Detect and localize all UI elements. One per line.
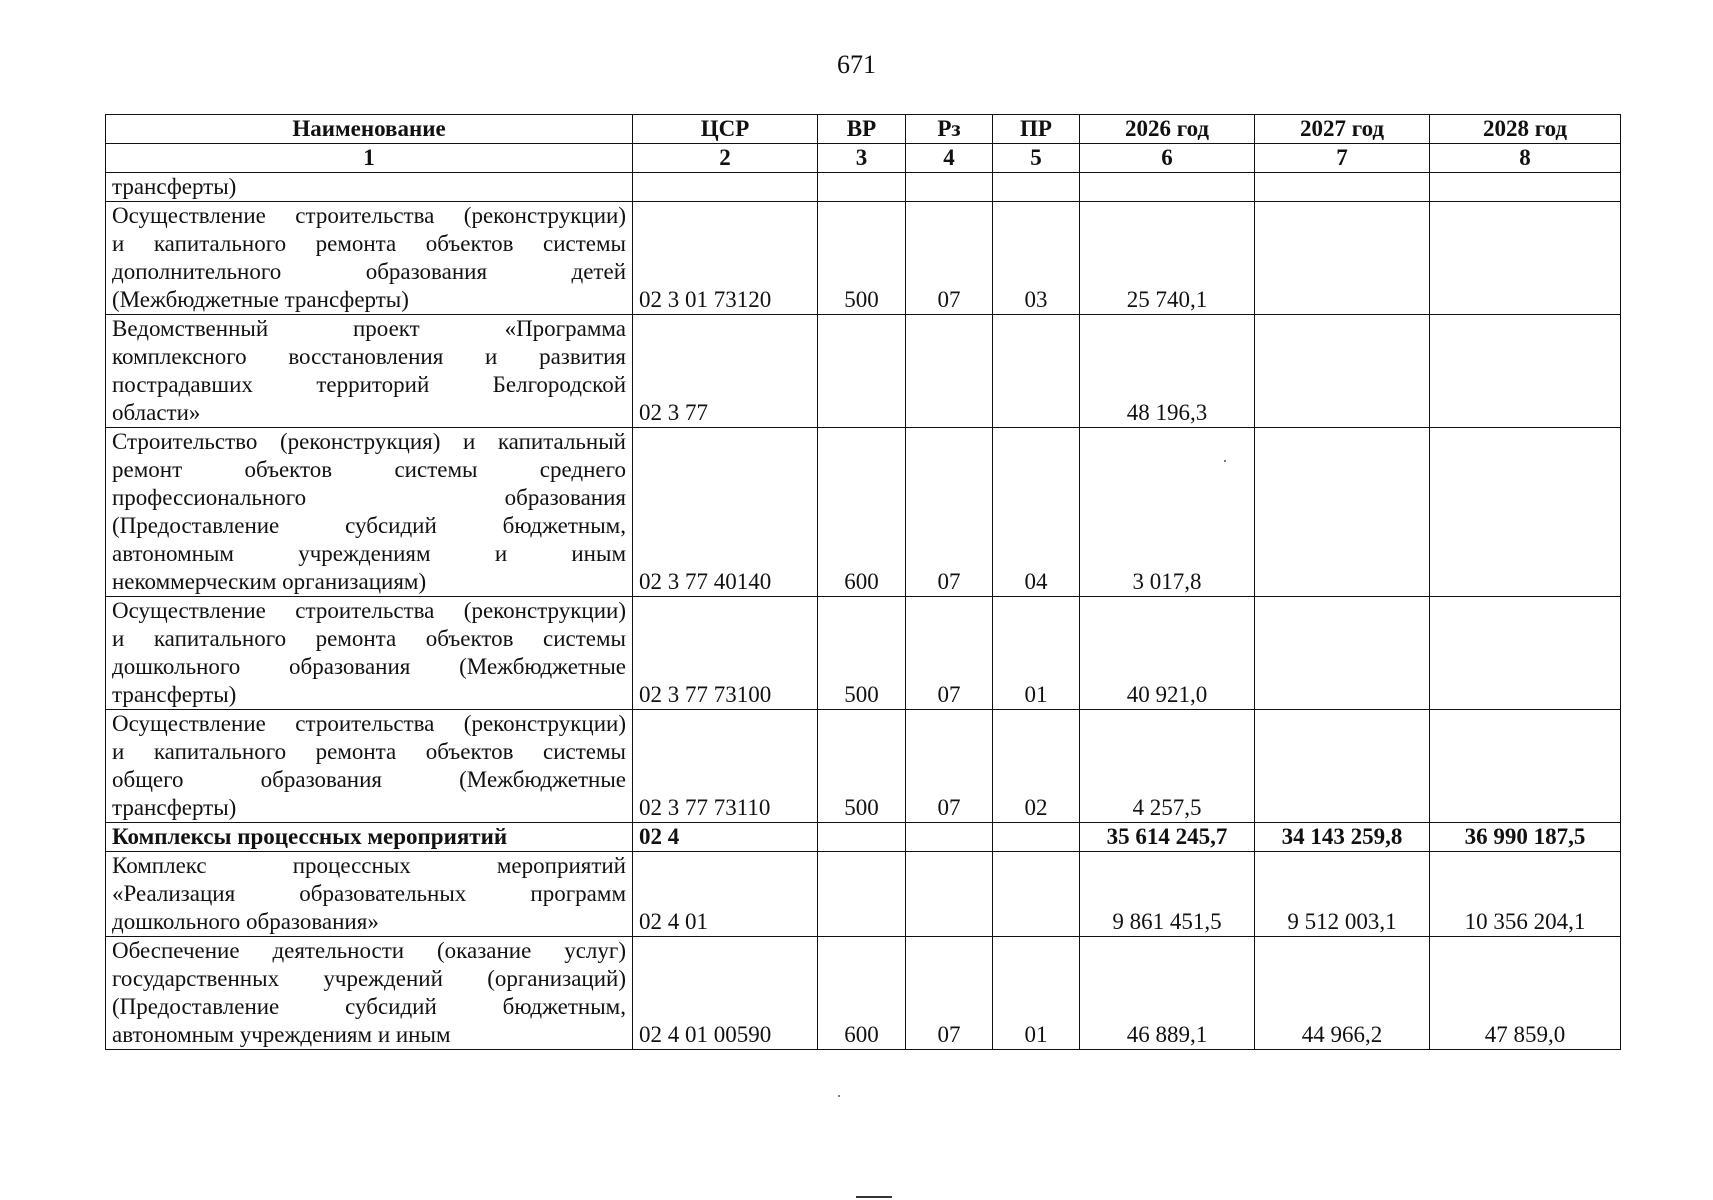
name-cell — [106, 823, 633, 852]
budget-table — [105, 114, 1621, 1050]
vr-cell — [818, 823, 906, 852]
value-2026-cell: 4 257,5 — [1080, 710, 1255, 823]
column-number: 2 — [633, 144, 818, 173]
value-2028-cell — [1430, 173, 1621, 202]
csr-cell: 02 3 77 40140 — [633, 428, 818, 597]
header-2026: 2026 год — [1080, 115, 1255, 144]
value-2027-cell — [1255, 428, 1430, 597]
value-2027-cell — [1255, 710, 1430, 823]
rz-cell: 07 — [906, 202, 993, 315]
rz-cell: 07 — [906, 937, 993, 1050]
vr-cell: 600 — [818, 937, 906, 1050]
value-2027-cell: 44 966,2 — [1255, 937, 1430, 1050]
name-cell — [106, 202, 633, 315]
value-2027-cell — [1255, 597, 1430, 710]
header-vr: ВР — [818, 115, 906, 144]
rz-cell — [906, 315, 993, 428]
header-2028: 2028 год — [1430, 115, 1621, 144]
value-2028-cell — [1430, 315, 1621, 428]
value-2026-cell: 48 196,3 — [1080, 315, 1255, 428]
table-row — [106, 315, 1621, 428]
value-2027-cell: 9 512 003,1 — [1255, 852, 1430, 937]
value-2028-cell: 47 859,0 — [1430, 937, 1621, 1050]
pr-cell: 01 — [993, 937, 1080, 1050]
value-2026-cell — [1080, 173, 1255, 202]
header-rz: Рз — [906, 115, 993, 144]
value-2026-cell: 35 614 245,7 — [1080, 823, 1255, 852]
name-cell — [106, 710, 633, 823]
name-line: трансферты) — [112, 795, 237, 820]
table-row — [106, 937, 1621, 1050]
csr-cell: 02 3 77 — [633, 315, 818, 428]
name-line: некоммерческим организациям) — [112, 569, 427, 594]
vr-cell: 500 — [818, 597, 906, 710]
name-line: ремонт объектов системы среднего — [112, 457, 626, 482]
table-row — [106, 823, 1621, 852]
name-line: (Предоставление субсидий бюджетным, — [112, 994, 626, 1019]
table-row — [106, 597, 1621, 710]
name-cell — [106, 852, 633, 937]
pr-cell — [993, 315, 1080, 428]
csr-cell — [633, 173, 818, 202]
value-2028-cell — [1430, 428, 1621, 597]
name-line: Строительство (реконструкция) и капитальный — [112, 429, 626, 454]
column-number: 4 — [906, 144, 993, 173]
value-2026-cell: 25 740,1 — [1080, 202, 1255, 315]
header-csr: ЦСР — [633, 115, 818, 144]
page-number: 671 — [837, 50, 876, 79]
value-2026-cell: 40 921,0 — [1080, 597, 1255, 710]
value-2028-cell — [1430, 202, 1621, 315]
pr-cell: 01 — [993, 597, 1080, 710]
name-line: и капитального ремонта объектов системы — [112, 231, 626, 256]
name-line: (Межбюджетные трансферты) — [112, 287, 409, 312]
name-line: профессионального образования — [112, 485, 626, 510]
vr-cell — [818, 173, 906, 202]
csr-cell: 02 3 01 73120 — [633, 202, 818, 315]
name-cell — [106, 597, 633, 710]
name-line: трансферты) — [112, 174, 237, 199]
rz-cell — [906, 852, 993, 937]
name-line: трансферты) — [112, 682, 237, 707]
rz-cell — [906, 823, 993, 852]
rz-cell: 07 — [906, 710, 993, 823]
value-2028-cell: 10 356 204,1 — [1430, 852, 1621, 937]
value-2027-cell — [1255, 173, 1430, 202]
name-line: и капитального ремонта объектов системы — [112, 739, 626, 764]
name-line: дошкольного образования (Межбюджетные — [112, 654, 626, 679]
pr-cell — [993, 852, 1080, 937]
rz-cell: 07 — [906, 428, 993, 597]
value-2027-cell — [1255, 315, 1430, 428]
header-name: Наименование — [106, 115, 633, 144]
table-row — [106, 202, 1621, 315]
value-2027-cell — [1255, 202, 1430, 315]
header-row — [106, 115, 1621, 144]
table-row — [106, 852, 1621, 937]
csr-cell: 02 3 77 73100 — [633, 597, 818, 710]
value-2027-cell: 34 143 259,8 — [1255, 823, 1430, 852]
column-number-row — [106, 144, 1621, 173]
name-line: комплексного восстановления и развития — [112, 344, 626, 369]
csr-cell: 02 4 01 — [633, 852, 818, 937]
name-line: области» — [112, 400, 201, 425]
name-line: (Предоставление субсидий бюджетным, — [112, 513, 626, 538]
name-line: пострадавших территорий Белгородской — [112, 372, 626, 397]
column-number: 6 — [1080, 144, 1255, 173]
name-line: автономным учреждениям и иным — [112, 541, 626, 566]
column-number: 1 — [106, 144, 633, 173]
pr-cell: 04 — [993, 428, 1080, 597]
value-2026-cell: 46 889,1 — [1080, 937, 1255, 1050]
table-body — [106, 173, 1621, 1050]
column-number: 3 — [818, 144, 906, 173]
name-line: Осуществление строительства (реконструкции) — [112, 598, 626, 623]
name-line: и капитального ремонта объектов системы — [112, 626, 626, 651]
column-number: 7 — [1255, 144, 1430, 173]
vr-cell — [818, 852, 906, 937]
value-2026-cell: 9 861 451,5 — [1080, 852, 1255, 937]
name-line: дополнительного образования детей — [112, 259, 626, 284]
table-row — [106, 710, 1621, 823]
name-line: Комплекс процессных мероприятий — [112, 853, 626, 878]
name-line: государственных учреждений (организаций) — [112, 966, 626, 991]
vr-cell: 500 — [818, 710, 906, 823]
vr-cell: 500 — [818, 202, 906, 315]
rz-cell — [906, 173, 993, 202]
name-line: Осуществление строительства (реконструкции) — [112, 203, 626, 228]
csr-cell: 02 3 77 73110 — [633, 710, 818, 823]
scan-speck — [1224, 460, 1226, 462]
csr-cell: 02 4 — [633, 823, 818, 852]
rz-cell: 07 — [906, 597, 993, 710]
table-row — [106, 173, 1621, 202]
name-cell — [106, 428, 633, 597]
vr-cell: 600 — [818, 428, 906, 597]
vr-cell — [818, 315, 906, 428]
table-row — [106, 428, 1621, 597]
name-line: дошкольного образования» — [112, 909, 379, 934]
scan-speck — [838, 1095, 840, 1097]
value-2026-cell: 3 017,8 — [1080, 428, 1255, 597]
pr-cell — [993, 173, 1080, 202]
name-line: «Реализация образовательных программ — [112, 881, 626, 906]
name-line: Обеспечение деятельности (оказание услуг) — [112, 938, 626, 963]
csr-cell: 02 4 01 00590 — [633, 937, 818, 1050]
pr-cell — [993, 823, 1080, 852]
name-line: общего образования (Межбюджетные — [112, 767, 626, 792]
name-line: Комплексы процессных мероприятий — [112, 824, 508, 849]
pr-cell: 03 — [993, 202, 1080, 315]
column-number: 8 — [1430, 144, 1621, 173]
header-2027: 2027 год — [1255, 115, 1430, 144]
name-line: Осуществление строительства (реконструкции) — [112, 711, 626, 736]
value-2028-cell — [1430, 597, 1621, 710]
name-line: Ведомственный проект «Программа — [112, 316, 626, 341]
name-line: автономным учреждениям и иным — [112, 1022, 451, 1047]
footer-mark — [856, 1196, 892, 1198]
pr-cell: 02 — [993, 710, 1080, 823]
value-2028-cell: 36 990 187,5 — [1430, 823, 1621, 852]
name-cell — [106, 173, 633, 202]
column-number: 5 — [993, 144, 1080, 173]
name-cell — [106, 937, 633, 1050]
value-2028-cell — [1430, 710, 1621, 823]
header-pr: ПР — [993, 115, 1080, 144]
name-cell — [106, 315, 633, 428]
